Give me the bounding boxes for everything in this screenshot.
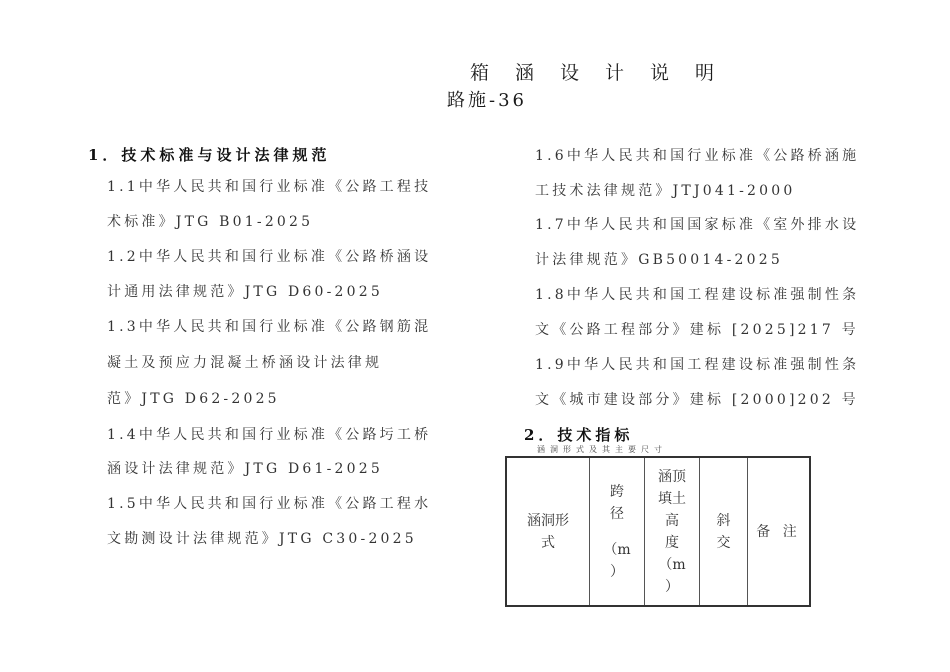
left-text-line: 1.3中华人民共和国行业标准《公路钢筋混 (107, 319, 432, 335)
header-skew: 斜 交 (700, 457, 748, 606)
right-text-line: 1.8中华人民共和国工程建设标准强制性条 (535, 287, 860, 303)
left-text-line: 1.4中华人民共和国行业标准《公路圬工桥 (107, 427, 432, 443)
left-text-line: 1.1中华人民共和国行业标准《公路工程技 (107, 179, 432, 195)
right-text-line: 1.6中华人民共和国行业标准《公路桥涵施 (535, 148, 860, 164)
section-1-heading: 1．技术标准与设计法律规范 (88, 146, 331, 164)
header-fill-height: 涵顶 填土 高 度 （m ） (645, 457, 700, 606)
left-text-line: 1.2中华人民共和国行业标准《公路桥涵设 (107, 249, 432, 265)
left-text-line: 术标准》JTG B01-2025 (107, 214, 314, 230)
left-text-line: 1.5中华人民共和国行业标准《公路工程水 (107, 496, 432, 512)
section-2-heading: 2．技术指标 (524, 426, 634, 444)
left-text-line: 涵设计法律规范》JTG D61-2025 (107, 461, 383, 477)
document-subtitle: 路施-36 (447, 90, 527, 111)
left-text-line: 计通用法律规范》JTG D60-2025 (107, 284, 383, 300)
right-text-line: 1.9中华人民共和国工程建设标准强制性条 (535, 357, 860, 373)
dimensions-table (505, 456, 811, 607)
header-culvert-type: 涵洞形 式 (506, 457, 590, 606)
left-text-line: 文勘测设计法律规范》JTG C30-2025 (107, 531, 417, 547)
left-text-line: 范》JTG D62-2025 (107, 391, 280, 407)
header-remarks: 备 注 (748, 457, 811, 606)
right-text-line: 文《城市建设部分》建标 [2000]202 号 (535, 392, 859, 408)
right-text-line: 工技术法律规范》JTJ041-2000 (535, 183, 796, 199)
left-text-line: 凝土及预应力混凝土桥涵设计法律规 (107, 355, 383, 371)
right-text-line: 文《公路工程部分》建标 [2025]217 号 (535, 322, 859, 338)
table-caption: 涵洞形式及其主要尺寸 (537, 445, 667, 454)
right-text-line: 计法律规范》GB50014-2025 (535, 252, 783, 268)
header-span: 跨 径 （m ） (590, 457, 645, 606)
table-row (506, 457, 810, 606)
right-text-line: 1.7中华人民共和国国家标准《室外排水设 (535, 217, 860, 233)
document-title: 箱涵设计说明 (470, 62, 741, 84)
